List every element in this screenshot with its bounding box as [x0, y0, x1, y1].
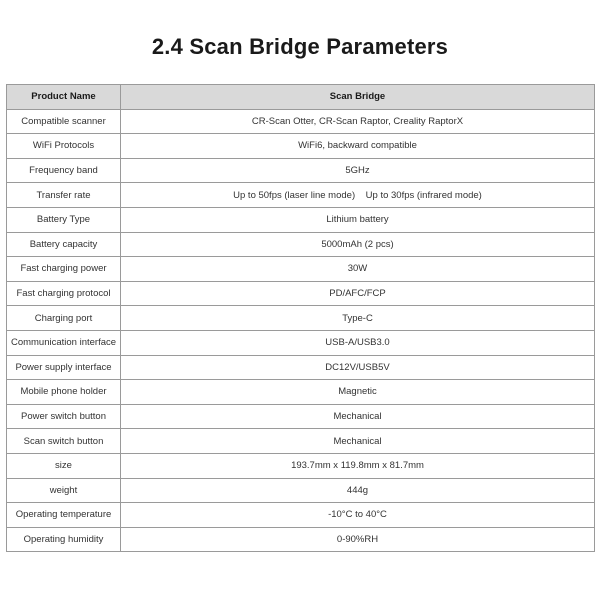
table-row [7, 453, 595, 478]
table-row [7, 380, 595, 405]
table-row [7, 306, 595, 331]
param-name: Scan switch button [7, 429, 121, 454]
param-value: Type-C [121, 306, 595, 331]
param-value: DC12V/USB5V [121, 355, 595, 380]
param-name: weight [7, 478, 121, 503]
table-body [7, 109, 595, 552]
table-row [7, 404, 595, 429]
parameters-table [6, 84, 595, 552]
param-value: Mechanical [121, 429, 595, 454]
param-name: Operating temperature [7, 503, 121, 528]
table-row [7, 281, 595, 306]
header-scan-bridge: Scan Bridge [121, 85, 595, 110]
param-name: Communication interface [7, 330, 121, 355]
param-name: Fast charging protocol [7, 281, 121, 306]
param-name: Charging port [7, 306, 121, 331]
param-value: PD/AFC/FCP [121, 281, 595, 306]
table-row [7, 134, 595, 159]
param-name: Frequency band [7, 158, 121, 183]
table-row [7, 478, 595, 503]
param-value: USB-A/USB3.0 [121, 330, 595, 355]
table-row [7, 527, 595, 552]
param-name: size [7, 453, 121, 478]
param-name: Fast charging power [7, 257, 121, 282]
table-row [7, 207, 595, 232]
table-row [7, 183, 595, 208]
param-value: -10°C to 40°C [121, 503, 595, 528]
param-value: WiFi6, backward compatible [121, 134, 595, 159]
param-name: Power supply interface [7, 355, 121, 380]
param-value: Lithium battery [121, 207, 595, 232]
table-row [7, 429, 595, 454]
table-header-row [7, 85, 595, 110]
table-row [7, 158, 595, 183]
table-row [7, 232, 595, 257]
param-value: 193.7mm x 119.8mm x 81.7mm [121, 453, 595, 478]
param-value: 5000mAh (2 pcs) [121, 232, 595, 257]
table-row [7, 257, 595, 282]
param-name: Battery capacity [7, 232, 121, 257]
table-row [7, 503, 595, 528]
table-row [7, 355, 595, 380]
param-value: 0-90%RH [121, 527, 595, 552]
header-product-name: Product Name [7, 85, 121, 110]
param-name: Operating humidity [7, 527, 121, 552]
param-value: Mechanical [121, 404, 595, 429]
param-value: 444g [121, 478, 595, 503]
param-name: Transfer rate [7, 183, 121, 208]
param-value: Up to 50fps (laser line mode) Up to 30fps (infrared mode) [121, 183, 595, 208]
page-title: 2.4 Scan Bridge Parameters [151, 34, 449, 59]
param-name: Battery Type [7, 207, 121, 232]
table-row [7, 109, 595, 134]
table-row [7, 330, 595, 355]
param-name: Power switch button [7, 404, 121, 429]
param-value: CR-Scan Otter, CR-Scan Raptor, Creality RaptorX [121, 109, 595, 134]
param-name: Compatible scanner [7, 109, 121, 134]
param-value: 5GHz [121, 158, 595, 183]
param-value: Magnetic [121, 380, 595, 405]
param-value: 30W [121, 257, 595, 282]
param-name: WiFi Protocols [7, 134, 121, 159]
param-name: Mobile phone holder [7, 380, 121, 405]
